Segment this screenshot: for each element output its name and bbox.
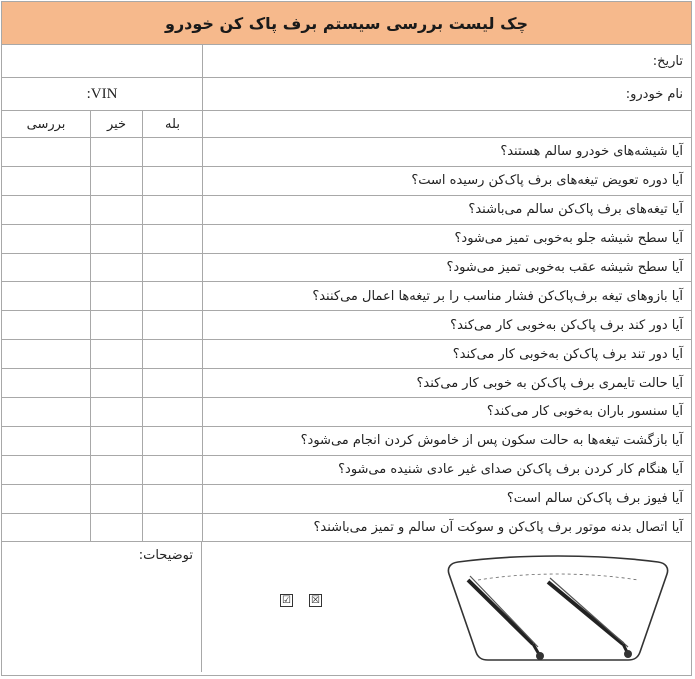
answer-check-cell[interactable] xyxy=(2,456,90,484)
question-row xyxy=(2,485,691,514)
answer-no-cell[interactable] xyxy=(90,196,142,224)
answer-check-cell[interactable] xyxy=(2,369,90,397)
check-mark-icon: ☑ xyxy=(280,594,293,607)
question-text: آیا بازوهای تیغه برف‌پاک‌کن فشار مناسب را بر تیغه‌ها اعمال می‌کنند؟ xyxy=(202,282,691,310)
question-text: آیا سطح شیشه عقب به‌خوبی تمیز می‌شود؟ xyxy=(202,254,691,282)
answer-no-cell[interactable] xyxy=(90,456,142,484)
answer-no-cell[interactable] xyxy=(90,485,142,513)
question-text: آیا تیغه‌های برف پاک‌کن سالم می‌باشند؟ xyxy=(202,196,691,224)
answer-yes-cell[interactable] xyxy=(142,138,202,166)
question-row xyxy=(2,398,691,427)
column-check: بررسی xyxy=(26,116,66,132)
answer-yes-cell[interactable] xyxy=(142,282,202,310)
question-row xyxy=(2,340,691,369)
question-row xyxy=(2,225,691,254)
car-name-label: نام خودرو: xyxy=(202,78,691,110)
column-yes: بله xyxy=(142,111,202,137)
vin-label: VIN: xyxy=(86,85,118,102)
answer-check-cell[interactable] xyxy=(2,398,90,426)
column-header-row xyxy=(2,111,691,138)
question-text: آیا سنسور باران به‌خوبی کار می‌کند؟ xyxy=(202,398,691,426)
question-row xyxy=(2,254,691,283)
question-header-cell xyxy=(202,111,691,137)
question-text: آیا سطح شیشه جلو به‌خوبی تمیز می‌شود؟ xyxy=(202,225,691,253)
question-text: آیا حالت تایمری برف پاک‌کن به خوبی کار می‌کند؟ xyxy=(202,369,691,397)
legend xyxy=(280,594,322,607)
car-name-row xyxy=(2,78,691,111)
question-text: آیا بازگشت تیغه‌ها به حالت سکون پس از خاموش کردن انجام می‌شود؟ xyxy=(202,427,691,455)
answer-check-cell[interactable] xyxy=(2,340,90,368)
question-row xyxy=(2,427,691,456)
answer-no-cell[interactable] xyxy=(90,138,142,166)
answer-no-cell[interactable] xyxy=(90,282,142,310)
answer-yes-cell[interactable] xyxy=(142,456,202,484)
answer-no-cell[interactable] xyxy=(90,369,142,397)
bottom-section xyxy=(2,542,691,672)
answer-no-cell[interactable] xyxy=(90,514,142,542)
answer-check-cell[interactable] xyxy=(2,282,90,310)
question-text: آیا دوره تعویض تیغه‌های برف پاک‌کن رسیده است؟ xyxy=(202,167,691,195)
answer-yes-cell[interactable] xyxy=(142,485,202,513)
checklist-title: چک لیست بررسی سیستم برف پاک کن خودرو xyxy=(2,2,691,45)
question-row xyxy=(2,282,691,311)
answer-check-cell[interactable] xyxy=(2,485,90,513)
question-row xyxy=(2,138,691,167)
question-row xyxy=(2,514,691,543)
windshield-wipers-icon xyxy=(438,552,678,664)
answer-check-cell[interactable] xyxy=(2,225,90,253)
answer-yes-cell[interactable] xyxy=(142,225,202,253)
date-value-cell xyxy=(2,45,202,77)
answer-check-cell[interactable] xyxy=(2,427,90,455)
answer-check-cell[interactable] xyxy=(2,138,90,166)
answer-no-cell[interactable] xyxy=(90,398,142,426)
questions-list xyxy=(2,138,691,542)
answer-yes-cell[interactable] xyxy=(142,311,202,339)
answer-no-cell[interactable] xyxy=(90,254,142,282)
answer-check-cell[interactable] xyxy=(2,311,90,339)
notes-label: توضیحات: xyxy=(138,548,193,564)
answer-check-cell[interactable] xyxy=(2,254,90,282)
question-row xyxy=(2,369,691,398)
question-row xyxy=(2,456,691,485)
date-label: تاریخ: xyxy=(202,45,691,77)
answer-check-cell[interactable] xyxy=(2,514,90,542)
answer-yes-cell[interactable] xyxy=(142,427,202,455)
answer-yes-cell[interactable] xyxy=(142,167,202,195)
answer-no-cell[interactable] xyxy=(90,311,142,339)
question-row xyxy=(2,196,691,225)
question-row xyxy=(2,167,691,196)
column-no: خیر xyxy=(90,111,142,137)
cross-mark-icon: ☒ xyxy=(309,594,322,607)
question-text: آیا فیوز برف پاک‌کن سالم است؟ xyxy=(202,485,691,513)
answer-no-cell[interactable] xyxy=(90,225,142,253)
question-text: آیا دور کند برف پاک‌کن به‌خوبی کار می‌کند؟ xyxy=(202,311,691,339)
date-row xyxy=(2,45,691,78)
answer-no-cell[interactable] xyxy=(90,427,142,455)
answer-yes-cell[interactable] xyxy=(142,196,202,224)
question-row xyxy=(2,311,691,340)
answer-check-cell[interactable] xyxy=(2,196,90,224)
illustration-area xyxy=(201,542,691,672)
answer-yes-cell[interactable] xyxy=(142,398,202,426)
answer-yes-cell[interactable] xyxy=(142,254,202,282)
question-text: آیا اتصال بدنه موتور برف پاک‌کن و سوکت آن سالم و تمیز می‌باشند؟ xyxy=(202,514,691,542)
checklist-sheet xyxy=(1,1,692,676)
question-text: آیا دور تند برف پاک‌کن به‌خوبی کار می‌کند؟ xyxy=(202,340,691,368)
question-text: آیا شیشه‌های خودرو سالم هستند؟ xyxy=(202,138,691,166)
question-text: آیا هنگام کار کردن برف پاک‌کن صدای غیر عادی شنیده می‌شود؟ xyxy=(202,456,691,484)
answer-no-cell[interactable] xyxy=(90,167,142,195)
answer-check-cell[interactable] xyxy=(2,167,90,195)
answer-yes-cell[interactable] xyxy=(142,369,202,397)
answer-yes-cell[interactable] xyxy=(142,340,202,368)
answer-yes-cell[interactable] xyxy=(142,514,202,542)
answer-no-cell[interactable] xyxy=(90,340,142,368)
